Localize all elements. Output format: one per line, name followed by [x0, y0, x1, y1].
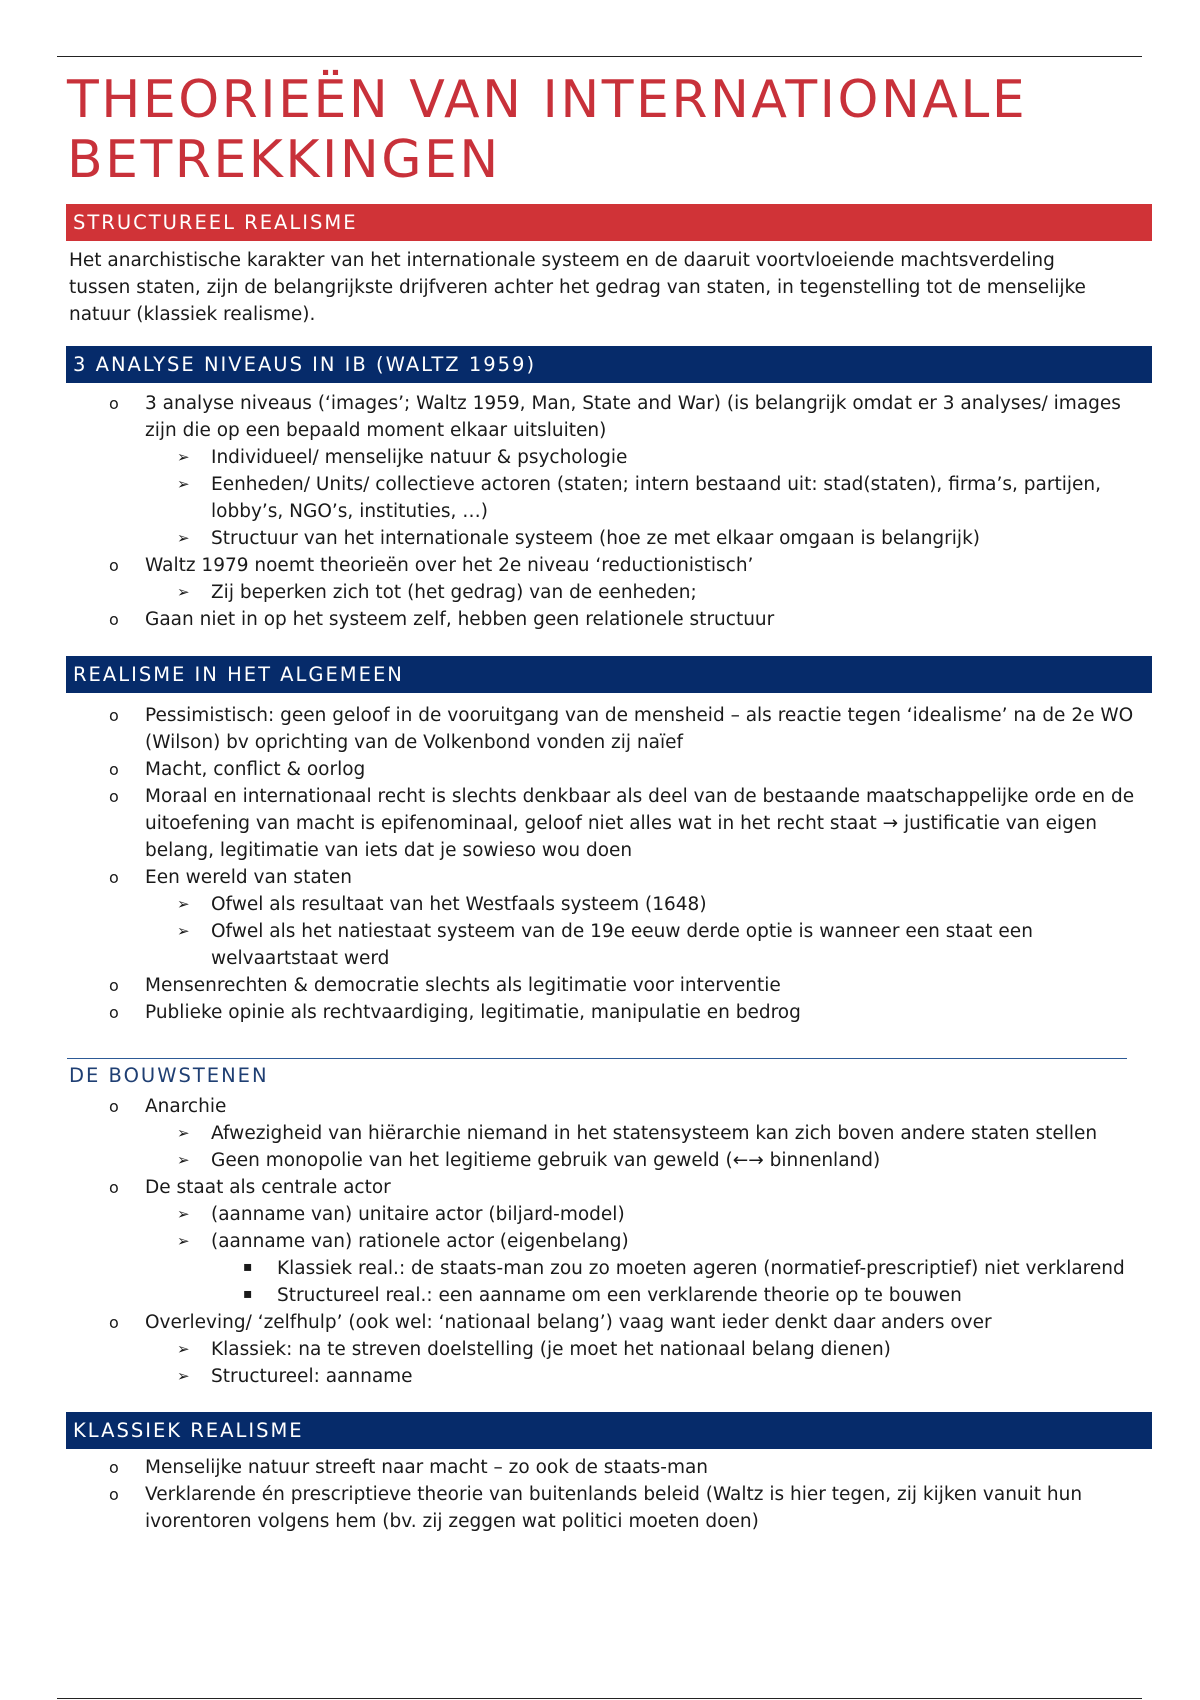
section-heading-bouwstenen: DE BOUWSTENEN: [67, 1058, 1127, 1088]
arrow-bullet-icon: ➢: [177, 1124, 190, 1142]
arrow-bullet-icon: ➢: [177, 895, 190, 913]
top-rule: [57, 56, 1142, 57]
list-item: ➢ Ofwel als het natiestaat systeem van de 19e eeuw derde optie is wanneer een staat een welvaartstaat werd: [139, 918, 1142, 972]
arrow-bullet-icon: ➢: [177, 529, 190, 547]
list-item: o Een wereld van staten ➢ Ofwel als resultaat van het Westfaals systeem (1648) ➢ Ofwel als het natiestaat systeem van de 19e eeuw derde optie is wanneer een staat een welvaartstaat werd: [67, 864, 1142, 972]
bullet-icon: o: [109, 1178, 119, 1197]
bullet-icon: o: [109, 556, 119, 575]
bullet-icon: o: [109, 1313, 119, 1332]
bottom-rule: [57, 1698, 1142, 1699]
arrow-bullet-icon: ➢: [177, 448, 190, 466]
bullet-icon: o: [109, 610, 119, 629]
bullet-icon: o: [109, 868, 119, 887]
arrow-bullet-icon: ➢: [177, 922, 190, 940]
document-title: THEORIEËN VAN INTERNATIONALE BETREKKINGEN: [67, 70, 1028, 190]
list-item: o Menselijke natuur streeft naar macht – zo ook de staats-man: [67, 1454, 1142, 1481]
realisme-algemeen-list: [67, 702, 1142, 1026]
list-item: o Gaan niet in op het systeem zelf, hebben geen relationele structuur: [67, 606, 1142, 633]
arrow-bullet-icon: ➢: [177, 1205, 190, 1223]
bullet-icon: o: [109, 1097, 119, 1116]
arrow-bullet-icon: ➢: [177, 1367, 190, 1385]
bullet-icon: o: [109, 706, 119, 725]
list-item: ➢ Zij beperken zich tot (het gedrag) van de eenheden;: [139, 579, 1142, 606]
list-item: ➢ Eenheden/ Units/ collectieve actoren (staten; intern bestaand uit: stad(staten), firma’s, partijen, lobby’s, NGO’s, instituties, …): [139, 471, 1142, 525]
document-body: [67, 70, 1142, 1535]
list-item: o Verklarende én prescriptieve theorie van buitenlands beleid (Waltz is hier tegen, zij kijken vanuit hun ivorentoren volgens hem (bv. zij zeggen wat politici moeten doen): [67, 1481, 1142, 1535]
list-item: o Pessimistisch: geen geloof in de vooruitgang van de mensheid – als reactie tegen ‘idealisme’ na de 2e WO (Wilson) bv oprichting van de Volkenbond vonden zij naïef: [67, 702, 1142, 756]
square-bullet-icon: ▪: [243, 1286, 253, 1302]
square-bullet-icon: ▪: [243, 1259, 253, 1275]
bullet-icon: o: [109, 394, 119, 413]
list-item: o Waltz 1979 noemt theorieën over het 2e niveau ‘reductionistisch’ ➢ Zij beperken zich tot (het gedrag) van de eenheden;: [67, 552, 1142, 606]
list-item: o De staat als centrale actor ➢ (aanname van) unitaire actor (biljard-model) ➢ (aanname van) rationele actor (eigenbelang) ▪ Klassiek real.: de staats-man zou zo moeten ageren (normatief-prescriptief) niet verklarend ▪ Structureel real.: een aanname om een verklarende theorie op te bouwen: [67, 1174, 1142, 1309]
arrow-bullet-icon: ➢: [177, 475, 190, 493]
bullet-icon: o: [109, 1458, 119, 1477]
arrow-bullet-icon: ➢: [177, 1340, 190, 1358]
list-item: o Moraal en internationaal recht is slechts denkbaar als deel van de bestaande maatschappelijke orde en de uitoefening van macht is epifenominaal, geloof niet alles wat in het recht staat → justificatie van eigen belang, legitimatie van iets dat je sowieso wou doen: [67, 783, 1142, 864]
list-item: ▪ Klassiek real.: de staats-man zou zo moeten ageren (normatief-prescriptief) niet verklarend: [205, 1255, 1142, 1282]
klassiek-realisme-list: [67, 1454, 1142, 1535]
arrow-bullet-icon: ➢: [177, 1151, 190, 1169]
arrow-bullet-icon: ➢: [177, 1232, 190, 1250]
list-item: o Mensenrechten & democratie slechts als legitimatie voor interventie: [67, 972, 1142, 999]
section-heading-realisme-algemeen: REALISME IN HET ALGEMEEN: [66, 656, 1152, 693]
list-item: ➢ Afwezigheid van hiërarchie niemand in het statensysteem kan zich boven andere staten stellen: [139, 1120, 1142, 1147]
list-item: o Publieke opinie als rechtvaardiging, legitimatie, manipulatie en bedrog: [67, 999, 1142, 1026]
list-item: ➢ (aanname van) rationele actor (eigenbelang) ▪ Klassiek real.: de staats-man zou zo moeten ageren (normatief-prescriptief) niet verklarend ▪ Structureel real.: een aanname om een verklarende theorie op te bouwen: [139, 1228, 1142, 1309]
section-heading-analyse-niveaus: 3 ANALYSE NIVEAUS IN IB (WALTZ 1959): [66, 346, 1152, 383]
bullet-icon: o: [109, 1485, 119, 1504]
list-item: ➢ Structureel: aanname: [139, 1363, 1142, 1390]
list-item: o Anarchie ➢ Afwezigheid van hiërarchie niemand in het statensysteem kan zich boven andere staten stellen ➢ Geen monopolie van het legitieme gebruik van geweld (←→ binnenland): [67, 1093, 1142, 1174]
intro-paragraph: Het anarchistische karakter van het internationale systeem en de daaruit voortvloeiende machtsverdeling tussen staten, zijn de belangrijkste drijfveren achter het gedrag van staten, in tegenstelling tot de menselijke natuur (klassiek realisme).: [69, 250, 1086, 325]
section-heading-klassiek-realisme: KLASSIEK REALISME: [66, 1412, 1152, 1449]
list-item: ➢ (aanname van) unitaire actor (biljard-model): [139, 1201, 1142, 1228]
list-item: o Macht, conflict & oorlog: [67, 756, 1142, 783]
list-item: ➢ Structuur van het internationale systeem (hoe ze met elkaar omgaan is belangrijk): [139, 525, 1142, 552]
arrow-bullet-icon: ➢: [177, 583, 190, 601]
bullet-icon: o: [109, 760, 119, 779]
bullet-icon: o: [109, 976, 119, 995]
list-item: ➢ Geen monopolie van het legitieme gebruik van geweld (←→ binnenland): [139, 1147, 1142, 1174]
bullet-icon: o: [109, 787, 119, 806]
bouwstenen-list: [67, 1093, 1142, 1390]
list-item: ▪ Structureel real.: een aanname om een verklarende theorie op te bouwen: [205, 1282, 1142, 1309]
list-item: ➢ Ofwel als resultaat van het Westfaals systeem (1648): [139, 891, 1142, 918]
list-item: o 3 analyse niveaus (‘images’; Waltz 1959, Man, State and War) (is belangrijk omdat er 3 analyses/ images zijn die op een bepaald moment elkaar uitsluiten) ➢ Individueel/ menselijke natuur & psychologie ➢ Eenheden/ Units/ collectieve actoren (staten; intern bestaand uit: stad(staten), firma’s, partijen, lobby’s, NGO’s, instituties, …) ➢ Structuur van het internationale systeem (hoe ze met elkaar omgaan is belangrijk): [67, 390, 1142, 552]
bullet-icon: o: [109, 1003, 119, 1022]
analyse-niveaus-list: [67, 390, 1142, 633]
section-heading-structureel-realisme: STRUCTUREEL REALISME: [66, 204, 1152, 241]
list-item: ➢ Klassiek: na te streven doelstelling (je moet het nationaal belang dienen): [139, 1336, 1142, 1363]
list-item: o Overleving/ ‘zelfhulp’ (ook wel: ‘nationaal belang’) vaag want ieder denkt daar anders over ➢ Klassiek: na te streven doelstelling (je moet het nationaal belang dienen) ➢ Structureel: aanname: [67, 1309, 1142, 1390]
list-item: ➢ Individueel/ menselijke natuur & psychologie: [139, 444, 1142, 471]
